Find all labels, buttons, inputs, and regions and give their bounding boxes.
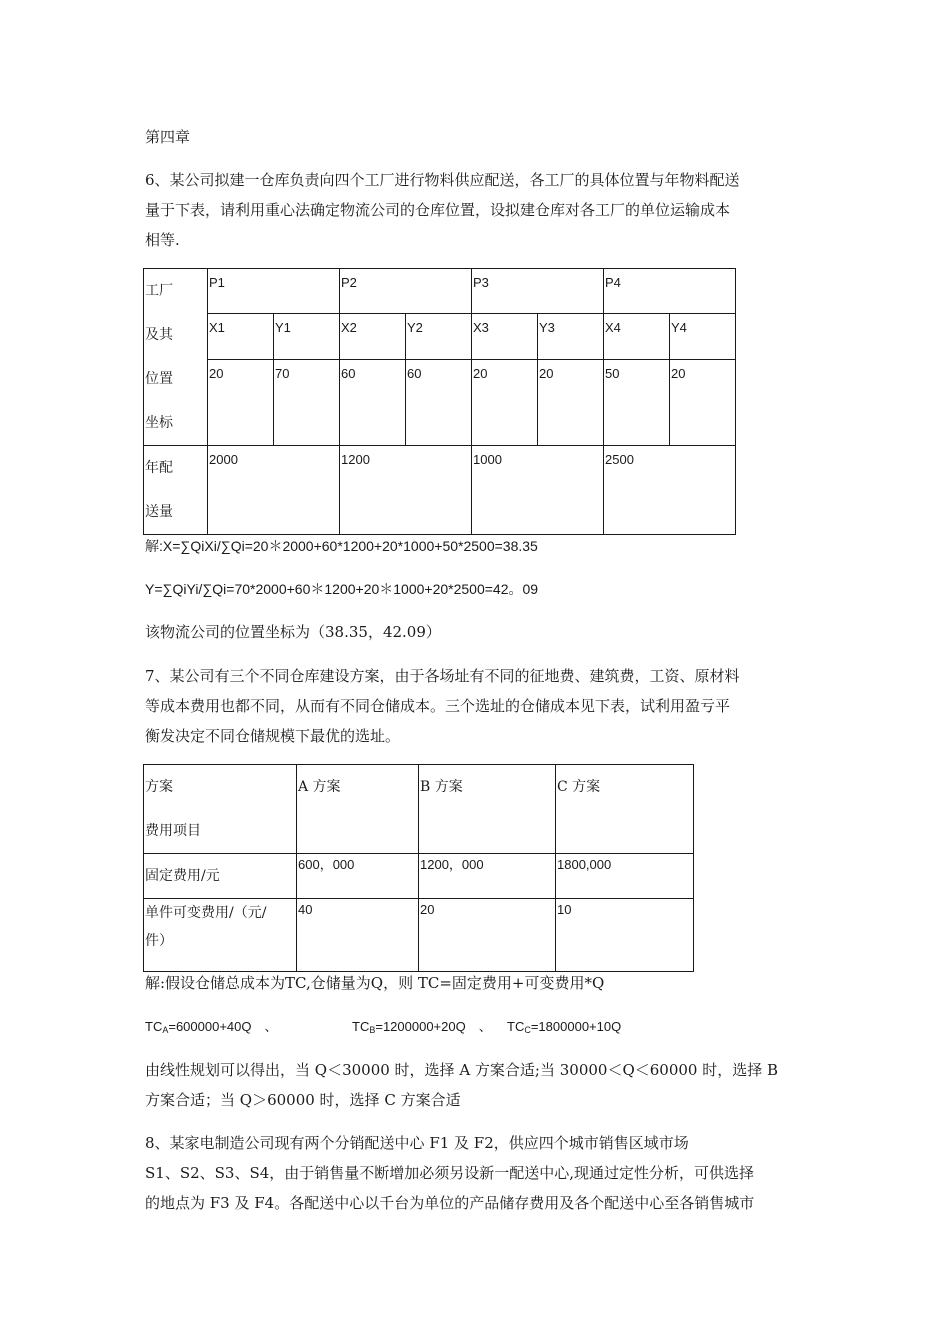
question-8-line: 8、某家电制造公司现有两个分销配送中心 F1 及 F2，供应四个城市销售区域市场 — [145, 1134, 689, 1152]
equation-a: $TC_A=600000+40Q$ 、 — [145, 1019, 278, 1035]
plan-header: B 方案 — [419, 765, 556, 854]
variable-cost-value: 40 — [297, 899, 419, 972]
row-header-location: 工厂 及其 位置 坐标 — [144, 269, 208, 446]
coord-label: X2 — [340, 314, 406, 359]
q7-solution-intro: 解:假设仓储总成本为TC,仓储量为Q，则 TC=固定费用+可变费用*Q — [145, 974, 605, 992]
volume-value: 1200 — [340, 446, 472, 535]
coord-label: Y2 — [406, 314, 472, 359]
plan-header: A 方案 — [297, 765, 419, 854]
question-8-line: 的地点为 F3 及 F4。各配送中心以千台为单位的产品储存费用及各个配送中心至各销售城市 — [145, 1194, 755, 1212]
fixed-cost-value: 600，000 — [297, 854, 419, 899]
coord-value: 50 — [604, 359, 670, 446]
plant-header: P2 — [340, 269, 472, 314]
coord-label: Y3 — [538, 314, 604, 359]
row-header-volume: 年配 送量 — [144, 446, 208, 535]
coord-value: 60 — [340, 359, 406, 446]
question-6-line: 相等. — [145, 231, 180, 249]
plan-header: C 方案 — [556, 765, 694, 854]
question-8-text — [145, 1128, 810, 1218]
coord-label: Y4 — [670, 314, 736, 359]
coord-value: 20 — [670, 359, 736, 446]
q6-solution-x: 解:X=∑QiXi/∑Qi=20＊2000+60*1200+20*1000+50*2500=38.35 — [145, 538, 538, 554]
question-7-text — [145, 661, 810, 751]
fixed-cost-value: 1200，000 — [419, 854, 556, 899]
coord-label: Y1 — [274, 314, 340, 359]
chapter-title: 第四章 — [145, 128, 191, 146]
coord-label: X1 — [208, 314, 274, 359]
variable-cost-value: 20 — [419, 899, 556, 972]
coord-value: 60 — [406, 359, 472, 446]
coord-value: 20 — [538, 359, 604, 446]
question-7-line: 7、某公司有三个不同仓库建设方案，由于各场址有不同的征地费、建筑费，工资、原材料 — [145, 667, 740, 685]
fixed-cost-value: 1800,000 — [556, 854, 694, 899]
coord-value: 20 — [208, 359, 274, 446]
volume-value: 2500 — [604, 446, 736, 535]
question-6-text — [145, 165, 810, 255]
question-7-line: 衡发决定不同仓储规模下最优的选址。 — [145, 727, 401, 745]
question-8-line: S1、S2、S3、S4，由于销售量不断增加必须另设新一配送中心,现通过定性分析，可供选择 — [145, 1164, 755, 1182]
plant-header: P1 — [208, 269, 340, 314]
question-6-line: 量于下表，请利用重心法确定物流公司的仓库位置，设拟建仓库对各工厂的单位运输成本 — [145, 201, 731, 219]
coord-value: 70 — [274, 359, 340, 446]
plant-location-table — [143, 268, 736, 535]
plant-header: P4 — [604, 269, 736, 314]
q7-conclusion: 由线性规划可以得出，当 Q＜30000 时，选择 A 方案合适;当 30000＜Q＜60000 时，选择 B 方案合适；当 Q＞60000 时，选择 C 方案合适 — [145, 1061, 779, 1109]
volume-value: 2000 — [208, 446, 340, 535]
variable-cost-value: 10 — [556, 899, 694, 972]
equation-c: $TC_C=1800000+10Q$ — [507, 1019, 622, 1035]
plant-header: P3 — [472, 269, 604, 314]
corner-header: 方案 费用项目 — [144, 765, 297, 854]
fixed-cost-label: 固定费用/元 — [144, 854, 297, 899]
volume-value: 1000 — [472, 446, 604, 535]
warehouse-cost-table — [143, 764, 694, 972]
coord-value: 20 — [472, 359, 538, 446]
question-7-line: 等成本费用也都不同，从而有不同仓储成本。三个选址的仓储成本见下表，试利用盈亏平 — [145, 697, 731, 715]
equation-b: $TC_B=1200000+20Q$ 、 — [352, 1019, 492, 1035]
question-6-line: 6、某公司拟建一仓库负责向四个工厂进行物料供应配送，各工厂的具体位置与年物料配送 — [145, 171, 740, 189]
variable-cost-label: 单件可变费用/（元/ 件） — [144, 899, 297, 972]
q6-solution-y: Y=∑QiYi/∑Qi=70*2000+60＊1200+20＊1000+20*2500=42。09 — [145, 581, 539, 597]
coord-label: X3 — [472, 314, 538, 359]
coord-label: X4 — [604, 314, 670, 359]
q6-solution-result: 该物流公司的位置坐标为（38.35，42.09） — [145, 623, 441, 641]
